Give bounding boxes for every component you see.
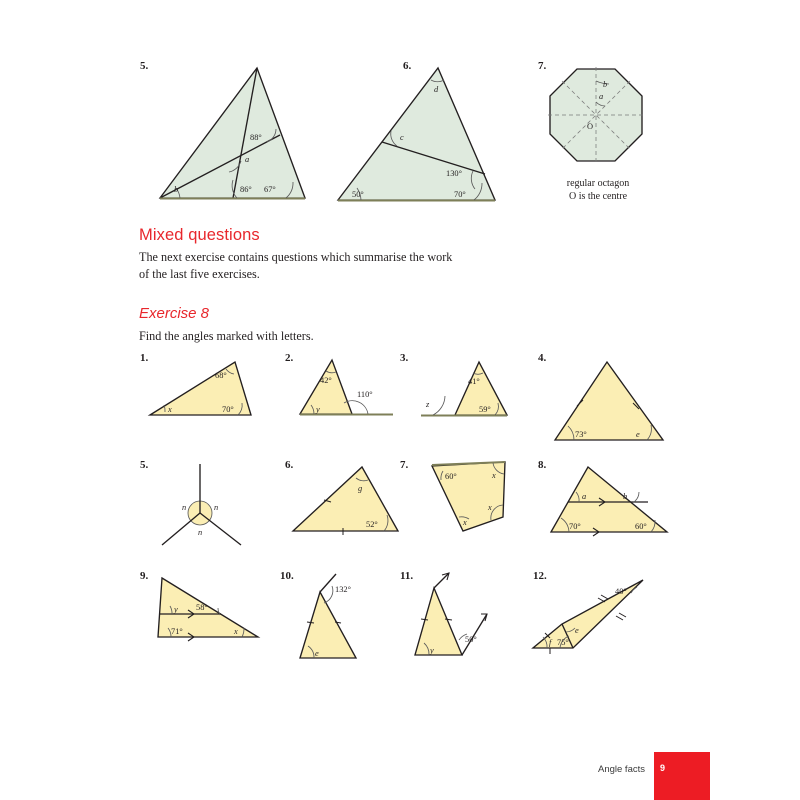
angle-label-a: a	[599, 92, 604, 101]
angle-label-50: 50°	[465, 635, 477, 644]
angle-label-110: 110°	[357, 390, 373, 399]
angle-label-b: b	[603, 80, 608, 89]
figure-q3	[405, 352, 525, 432]
angle-label-59: 59°	[479, 405, 491, 414]
question-number-8: 8.	[538, 459, 547, 471]
mixed-questions-paragraph-line1: The next exercise contains questions which summarise the work	[139, 250, 453, 264]
question-number-top-7: 7.	[538, 60, 547, 72]
question-number-top-5: 5.	[140, 60, 149, 72]
angle-label-88: 88°	[250, 133, 262, 142]
octagon-caption-line2: O is the centre	[568, 190, 628, 202]
question-number-12: 12.	[533, 570, 547, 582]
figure-q6	[290, 459, 415, 544]
angle-label-n-bottom: n	[198, 528, 203, 537]
angle-label-e: e	[575, 626, 579, 635]
exercise-instruction: Find the angles marked with letters.	[139, 329, 314, 343]
centre-label-O: O	[587, 122, 594, 131]
angle-label-70: 70°	[222, 405, 234, 414]
figure-q12	[525, 570, 655, 660]
question-number-3: 3.	[400, 352, 409, 364]
mixed-questions-paragraph	[139, 249, 559, 282]
angle-label-42: 42°	[320, 376, 332, 385]
question-number-top-6: 6.	[403, 60, 412, 72]
question-number-9: 9.	[140, 570, 149, 582]
angle-label-x: x	[234, 627, 238, 636]
mixed-questions-paragraph-line2: of the last five exercises.	[139, 266, 260, 281]
question-number-6: 6.	[285, 459, 294, 471]
footer-chapter-label: Angle facts	[598, 764, 645, 775]
angle-label-e: e	[636, 430, 640, 439]
figure-q11	[405, 570, 525, 665]
figure-q4	[543, 352, 673, 447]
angle-label-67: 67°	[264, 185, 276, 194]
footer-page-badge	[654, 752, 710, 800]
angle-label-n-left: n	[182, 503, 187, 512]
question-number-2: 2.	[285, 352, 294, 364]
angle-label-b: b	[174, 185, 179, 194]
figure-top-7-octagon	[543, 58, 653, 173]
question-number-1: 1.	[140, 352, 149, 364]
angle-label-x-bottom: x	[463, 518, 467, 527]
angle-label-n-right: n	[214, 503, 219, 512]
angle-label-75: 75°	[557, 638, 569, 647]
angle-label-132: 132°	[335, 585, 351, 594]
angle-label-x-topright: x	[492, 471, 496, 480]
octagon-caption	[518, 178, 678, 203]
angle-label-60: 60°	[445, 472, 457, 481]
angle-label-130: 130°	[446, 169, 462, 178]
angle-label-b: b	[623, 492, 628, 501]
figure-q9	[146, 570, 271, 660]
angle-label-68: 68°	[215, 371, 227, 380]
angle-label-60: 60°	[635, 522, 647, 531]
angle-label-70: 70°	[569, 522, 581, 531]
angle-label-f: f	[549, 638, 552, 647]
angle-label-g: g	[358, 484, 363, 493]
question-number-5: 5.	[140, 459, 149, 471]
angle-label-c: c	[400, 133, 404, 142]
angle-label-y: y	[174, 605, 178, 614]
angle-label-70: 70°	[454, 190, 466, 199]
angle-label-a: a	[245, 155, 250, 164]
figure-q2	[290, 352, 405, 432]
question-number-10: 10.	[280, 570, 294, 582]
question-number-4: 4.	[538, 352, 547, 364]
figure-q1	[146, 352, 261, 432]
angle-label-z: z	[426, 400, 430, 409]
angle-label-41: 41°	[468, 377, 480, 386]
exercise-heading: Exercise 8	[139, 305, 210, 322]
figure-q5	[146, 459, 261, 551]
angle-label-a: a	[582, 492, 587, 501]
angle-label-52: 52°	[366, 520, 378, 529]
question-number-7: 7.	[400, 459, 409, 471]
mixed-questions-heading: Mixed questions	[139, 226, 260, 244]
angle-label-71: 71°	[171, 627, 183, 636]
octagon-caption-line1: regular octagon	[566, 178, 630, 189]
figure-q8	[543, 459, 678, 544]
footer-page-number: 9	[660, 763, 666, 773]
angle-label-y: y	[316, 405, 320, 414]
figure-top-5	[145, 58, 315, 208]
angle-label-73: 73°	[575, 430, 587, 439]
figure-top-6	[330, 58, 510, 208]
question-number-11: 11.	[400, 570, 414, 582]
angle-label-d: d	[434, 85, 439, 94]
angle-label-58: 58°	[196, 603, 208, 612]
angle-label-86: 86°	[240, 185, 252, 194]
angle-label-e: e	[315, 649, 319, 658]
figure-q10	[288, 570, 408, 665]
angle-label-y: y	[430, 646, 434, 655]
figure-q7	[405, 459, 525, 544]
angle-label-x: x	[168, 405, 172, 414]
angle-label-50: 50°	[352, 190, 364, 199]
angle-label-x-right: x	[488, 503, 492, 512]
angle-label-40: 40°	[615, 587, 627, 596]
